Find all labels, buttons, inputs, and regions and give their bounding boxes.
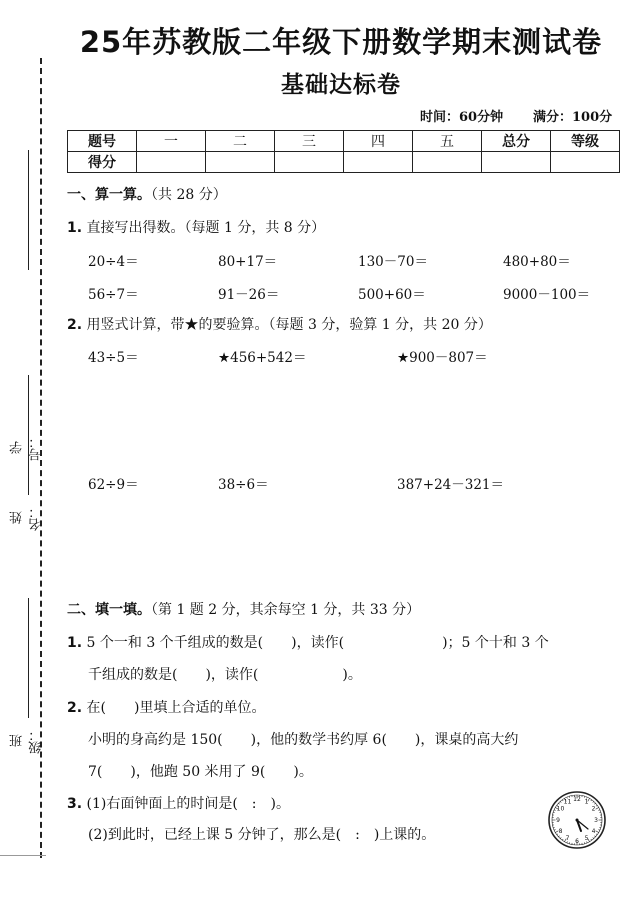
vertical-calc-item[interactable]: 38÷6＝	[218, 477, 269, 493]
table-cell-header: 总分	[482, 131, 551, 152]
class-label: 班级：	[10, 728, 44, 754]
question-1-1	[67, 217, 325, 237]
table-cell-header: 题号	[68, 131, 137, 152]
vertical-calc-item[interactable]: 387+24－321＝	[397, 477, 505, 493]
name-blank[interactable]	[28, 375, 29, 495]
question-number: 1.	[67, 220, 83, 236]
question-text[interactable]: 5 个一和 3 个千组成的数是( )，读作( )；5 个十和 3 个	[86, 635, 549, 651]
score-cell[interactable]	[482, 152, 551, 173]
question-2-2	[67, 697, 265, 717]
calc-item[interactable]: 480+80＝	[503, 254, 571, 270]
score-cell[interactable]	[137, 152, 206, 173]
table-cell-header: 二	[206, 131, 275, 152]
score-cell[interactable]	[551, 152, 620, 173]
calc-item[interactable]: 9000－100＝	[503, 287, 591, 303]
vertical-calc-item[interactable]: 43÷5＝	[88, 350, 139, 366]
question-text[interactable]: (1)右面钟面上的时间是( : )。	[86, 796, 290, 812]
section-2-note: （第 1 题 2 分，其余每空 1 分，共 33 分）	[151, 602, 421, 618]
table-cell-header: 四	[344, 131, 413, 152]
question-text-continued[interactable]: (2)到此时，已经上课 5 分钟了，那么是( : )上课的。	[88, 827, 436, 843]
calc-item[interactable]: 80+17＝	[218, 254, 278, 270]
svg-text:5: 5	[584, 835, 589, 842]
score-table	[67, 130, 620, 173]
calc-item[interactable]: 130－70＝	[358, 254, 428, 270]
page-title: 25年苏教版二年级下册数学期末测试卷	[79, 25, 603, 59]
question-2-3	[67, 793, 290, 813]
section-1-heading	[67, 184, 227, 204]
student-number-blank[interactable]	[28, 150, 29, 270]
calc-item[interactable]: 500+60＝	[358, 287, 426, 303]
question-text-continued[interactable]: 小明的身高约是 150( )，他的数学书约厚 6( )，课桌的高大约	[88, 732, 519, 748]
calc-item[interactable]: 20÷4＝	[88, 254, 139, 270]
score-table-header-row	[68, 131, 620, 152]
question-number: 1.	[67, 635, 83, 651]
svg-text:1: 1	[584, 798, 589, 806]
question-text-continued[interactable]: 7( )，他跑 50 米用了 9( )。	[88, 764, 313, 780]
svg-text:9: 9	[556, 817, 560, 824]
score-cell[interactable]	[275, 152, 344, 173]
section-2-heading	[67, 599, 420, 619]
exam-time: 时间：60分钟	[420, 110, 504, 125]
svg-text:6: 6	[575, 838, 579, 845]
vertical-calc-item[interactable]: ★456+542＝	[218, 350, 307, 366]
svg-text:10: 10	[556, 805, 565, 813]
question-number: 2.	[67, 317, 83, 333]
name-label: 姓名：	[10, 505, 44, 531]
student-number-label: 学号：	[10, 435, 44, 461]
question-number: 3.	[67, 796, 83, 812]
clock-face-icon	[547, 790, 607, 850]
table-cell-header: 三	[275, 131, 344, 152]
table-cell-header: 等级	[551, 131, 620, 152]
question-1-2	[67, 314, 492, 334]
class-blank[interactable]	[28, 598, 29, 718]
vertical-calc-item[interactable]: ★900－807＝	[397, 350, 488, 366]
table-cell-header: 一	[137, 131, 206, 152]
score-cell[interactable]	[206, 152, 275, 173]
section-1-title: 一、算一算。	[67, 187, 151, 203]
svg-text:2: 2	[591, 805, 596, 813]
question-text[interactable]: 在( )里填上合适的单位。	[86, 700, 266, 716]
page-subtitle: 基础达标卷	[281, 72, 401, 98]
vertical-calc-item[interactable]: 62÷9＝	[88, 477, 139, 493]
score-table-score-row	[68, 152, 620, 173]
svg-text:4: 4	[591, 828, 596, 835]
calc-item[interactable]: 91－26＝	[218, 287, 280, 303]
svg-text:11: 11	[563, 798, 572, 806]
calc-item[interactable]: 56÷7＝	[88, 287, 139, 303]
table-cell-header: 五	[413, 131, 482, 152]
question-number: 2.	[67, 700, 83, 716]
question-text: 用竖式计算，带★的要验算。（每题 3 分，验算 1 分，共 20 分）	[86, 317, 492, 333]
svg-text:8: 8	[558, 828, 563, 835]
score-row-label: 得分	[68, 152, 137, 173]
score-cell[interactable]	[413, 152, 482, 173]
svg-text:7: 7	[565, 835, 570, 842]
section-2-title: 二、填一填。	[67, 602, 151, 618]
question-text-continued[interactable]: 千组成的数是( )，读作( )。	[88, 667, 362, 683]
question-text: 直接写出得数。（每题 1 分，共 8 分）	[86, 220, 326, 236]
section-1-note: （共 28 分）	[151, 187, 227, 203]
full-score: 满分：100分	[533, 110, 613, 125]
question-2-1	[67, 632, 549, 652]
corner-rule	[0, 855, 46, 856]
score-cell[interactable]	[344, 152, 413, 173]
svg-text:12: 12	[573, 796, 581, 803]
svg-text:3: 3	[594, 817, 598, 824]
